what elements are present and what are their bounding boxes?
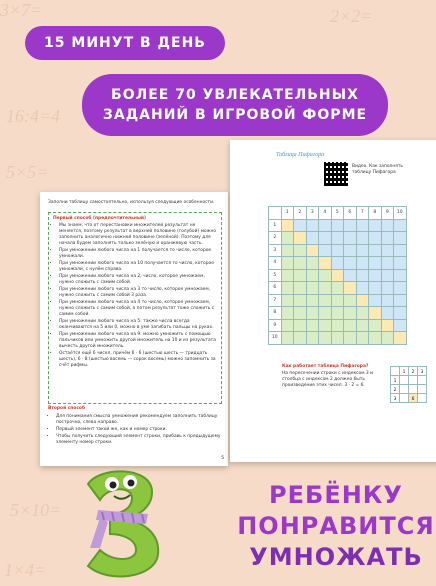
table-cell[interactable] [294,294,307,307]
table-cell[interactable] [394,294,407,307]
list-item: • При умножении любого числа на 9: можно умножить с помощью пальчиков или умножить другой множитель на 10 и из результата вычесть другой множитель. [59,332,217,350]
bottom-slogan [236,480,436,573]
table-cell[interactable] [356,232,369,245]
table-cell[interactable] [319,282,332,295]
table-cell[interactable] [344,332,357,345]
table-cell[interactable] [394,269,407,282]
bg-formula: 3×7= [0,0,43,20]
table-header-cell: 3 [306,207,319,220]
table-cell[interactable] [331,244,344,257]
mascot-number-three [60,462,180,582]
table-cell[interactable] [319,232,332,245]
badge-15-minutes: 15 МИНУТ В ДЕНЬ [25,26,225,60]
table-cell[interactable] [356,307,369,320]
bg-formula: 2×2= [330,6,373,26]
table-cell[interactable] [319,269,332,282]
table-cell[interactable] [306,332,319,345]
table-header-cell: 7 [356,207,369,220]
mini-table [390,366,427,403]
table-cell[interactable] [331,269,344,282]
table-cell[interactable] [306,232,319,245]
table-header-cell: 1 [281,207,294,220]
table-cell[interactable] [319,257,332,270]
table-cell[interactable] [344,282,357,295]
list-item: • При умножении любого числа на 1 получается то число, которое умножали. [59,248,217,260]
table-cell[interactable] [294,257,307,270]
table-row-header: 7 [269,294,282,307]
mini-cell [400,394,409,403]
mini-header-cell: 2 [409,367,418,376]
mini-row-header: 3 [391,394,400,403]
table-cell[interactable] [281,244,294,257]
mini-row-header: 2 [391,385,400,394]
slogan-line: УМНОЖАТЬ [249,543,423,571]
table-row-header: 6 [269,282,282,295]
table-row-header: 1 [269,219,282,232]
table-cell[interactable] [381,244,394,257]
table-cell[interactable] [319,332,332,345]
table-cell[interactable] [344,219,357,232]
list-item: • При умножении любого числа на 3 то число, которое умножаем, нужно сложить с самим собой 3 раза. [59,287,217,299]
table-cell[interactable] [331,307,344,320]
table-cell[interactable] [381,232,394,245]
table-cell[interactable] [319,307,332,320]
table-cell[interactable] [394,244,407,257]
table-header-cell: 4 [319,207,332,220]
table-cell[interactable] [331,232,344,245]
table-row-header: 2 [269,232,282,245]
table-cell[interactable] [344,294,357,307]
method1-title: Первый способ (предпочтительный) [53,216,147,221]
table-cell[interactable] [356,257,369,270]
table-title: Таблица Пифагора [276,152,325,158]
mini-cell [418,394,427,403]
table-cell[interactable] [394,257,407,270]
table-cell[interactable] [306,257,319,270]
table-cell[interactable] [281,282,294,295]
table-cell[interactable] [306,294,319,307]
table-cell[interactable] [306,269,319,282]
table-cell[interactable] [319,219,332,232]
table-cell[interactable] [381,294,394,307]
list-item: • При умножении любого числа на 2, число, которое умножаем, нужно сложить с самим собой. [59,274,217,286]
badge-line: БОЛЕЕ 70 УВЛЕКАТЕЛЬНЫХ [111,87,359,103]
table-cell[interactable] [356,244,369,257]
method1-list [49,223,221,369]
method2-title: Второй способ [48,406,86,411]
bg-formula: 16:4=4 [6,106,61,126]
table-cell[interactable] [319,319,332,332]
intro-text: Заполни таблицу самостоятельно, используя следующие особенности. [48,200,215,205]
book-spread [28,140,428,470]
table-cell[interactable] [394,332,407,345]
table-cell[interactable] [294,244,307,257]
method1-box [48,212,222,404]
table-cell[interactable] [319,244,332,257]
pythagoras-table [268,206,407,345]
table-cell[interactable] [281,294,294,307]
table-cell[interactable] [306,307,319,320]
left-page [40,192,228,466]
mini-cell [409,385,418,394]
table-cell[interactable] [331,219,344,232]
table-header-cell: 6 [344,207,357,220]
table-cell[interactable] [369,307,382,320]
table-cell[interactable] [331,282,344,295]
table-cell[interactable] [306,244,319,257]
table-cell[interactable] [331,319,344,332]
table-cell[interactable] [369,269,382,282]
list-item: • Остаётся ещё 6 чисел, причём 6 · 6 (шестью шесть — тридцать шесть), 6 · 8 (шестью восемь — сорок восемь) можно запомнить за счёт рифмы. [59,351,217,369]
table-cell[interactable] [381,257,394,270]
table-cell[interactable] [369,219,382,232]
table-cell[interactable] [369,294,382,307]
table-cell[interactable] [294,332,307,345]
list-item: • Чтобы получить следующий элемент строки, прибавь к предыдущему элементу номер строки. [56,434,228,446]
mini-cell [418,385,427,394]
qr-code-icon[interactable] [324,162,348,186]
table-cell[interactable] [281,257,294,270]
table-header-cell: 2 [294,207,307,220]
table-cell[interactable] [369,232,382,245]
mini-cell [418,376,427,385]
mini-header-cell: 3 [418,367,427,376]
table-cell[interactable] [381,282,394,295]
table-cell[interactable] [344,269,357,282]
table-cell[interactable] [281,319,294,332]
table-header-cell [269,207,282,220]
table-header-cell: 9 [381,207,394,220]
table-cell[interactable] [306,282,319,295]
table-cell[interactable] [394,232,407,245]
table-cell[interactable] [294,232,307,245]
mini-cell: 6 [409,394,418,403]
table-cell[interactable] [381,332,394,345]
table-cell[interactable] [344,244,357,257]
table-cell[interactable] [356,319,369,332]
list-item: • При умножении любого числа на 4 то число, которое умножаем, нужно сложить с самим собой, а потом результат тоже сложить с самим собой. [59,300,217,318]
table-cell[interactable] [281,269,294,282]
table-header-cell: 8 [369,207,382,220]
table-cell[interactable] [394,282,407,295]
table-header-cell: 10 [394,207,407,220]
table-cell[interactable] [356,269,369,282]
table-cell[interactable] [331,294,344,307]
page-number: 5 [221,456,224,461]
table-cell[interactable] [381,219,394,232]
list-item: • Мы знаем, что от перестановки множителей результат не меняется, поэтому результат в верхней половине (голубой) можно заполнить аналогично нижней половине (зелёной). Поэтому для начала будем заполнять только зелёную и оранжевую часть. [59,223,217,247]
list-item: • При умножении любого числа на 10 получается то число, которое умножали, с нулём справа. [59,261,217,273]
table-cell[interactable] [356,282,369,295]
table-cell[interactable] [394,307,407,320]
table-cell[interactable] [394,219,407,232]
table-cell[interactable] [281,307,294,320]
how-title: Как работает таблица Пифагора? [282,364,369,369]
table-cell[interactable] [294,307,307,320]
mini-cell [400,385,409,394]
list-item: • Первый элемент такой же, как и номер строки. [56,427,228,433]
table-cell[interactable] [306,319,319,332]
table-cell[interactable] [281,332,294,345]
table-row-header: 9 [269,319,282,332]
table-row-header: 8 [269,307,282,320]
slogan-line: РЕБЁНКУ [269,481,403,509]
slogan-line: ПОНРАВИТСЯ [237,512,435,540]
table-cell[interactable] [369,282,382,295]
table-row-header: 10 [269,332,282,345]
bg-formula: 5×10= [10,500,62,520]
table-cell[interactable] [381,269,394,282]
table-cell[interactable] [344,232,357,245]
mini-cell [400,376,409,385]
table-row-header: 3 [269,244,282,257]
table-cell[interactable] [306,219,319,232]
mini-row-header: 1 [391,376,400,385]
how-text: На пересечении строки с индексом 3 и столбца с индексом 2 должно быть произведение этих чисел. 3 · 2 = 6. [282,371,373,388]
table-cell[interactable] [344,257,357,270]
table-cell[interactable] [331,332,344,345]
video-caption: Видео. Как заполнять таблицу Пифагора [352,164,403,175]
table-cell[interactable] [369,332,382,345]
table-cell[interactable] [369,319,382,332]
mini-header-cell [391,367,400,376]
table-cell[interactable] [294,319,307,332]
table-header-cell: 5 [331,207,344,220]
badge-70-tasks [82,74,388,136]
table-cell[interactable] [281,219,294,232]
mini-header-cell: 1 [400,367,409,376]
table-cell[interactable] [294,219,307,232]
list-item: • При умножении любого числа на 5: также числа всегда оканчиваются на 5 или 0, можно в уме загибать пальцы на руках. [59,319,217,331]
table-cell[interactable] [294,269,307,282]
table-cell[interactable] [381,307,394,320]
method2-list [48,414,228,447]
table-cell[interactable] [281,232,294,245]
table-cell[interactable] [369,257,382,270]
table-cell[interactable] [344,319,357,332]
table-cell[interactable] [369,244,382,257]
table-cell[interactable] [356,294,369,307]
list-item: • Для понимания смысла умножения рекомендуем заполнить таблицу построчно, слева направо. [56,414,228,426]
table-cell[interactable] [344,307,357,320]
table-cell[interactable] [394,319,407,332]
badge-line: ЗАДАНИЙ В ИГРОВОЙ ФОРМЕ [102,107,368,123]
table-row-header: 5 [269,269,282,282]
mini-cell [409,376,418,385]
table-cell[interactable] [356,219,369,232]
table-cell[interactable] [331,257,344,270]
bg-formula: 1×4= [4,560,47,580]
bg-formula: 5×5= [6,162,49,182]
table-cell[interactable] [294,282,307,295]
table-cell[interactable] [381,319,394,332]
table-row-header: 4 [269,257,282,270]
table-cell[interactable] [356,332,369,345]
table-cell[interactable] [319,294,332,307]
right-page [230,140,436,462]
